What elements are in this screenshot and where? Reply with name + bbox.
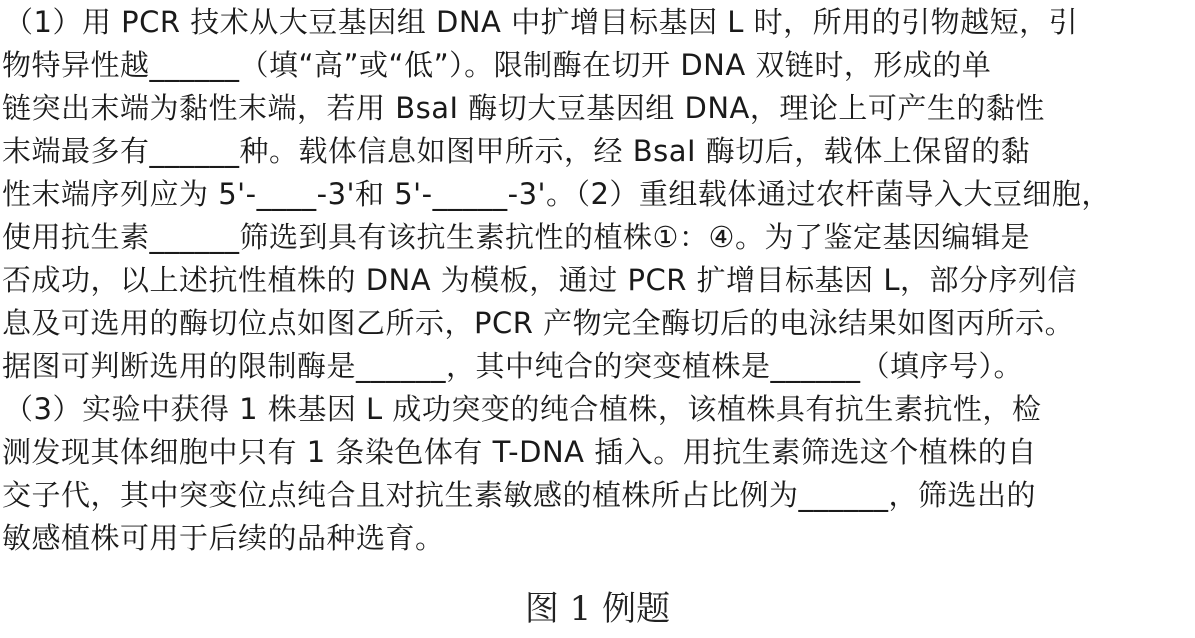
question-line-5: 性末端序列应为 5'-____-3'和 5'-_____-3'。（2）重组载体通过农杆菌导入大豆细胞， (2, 177, 1111, 211)
question-line-9: 据图可判断选用的限制酶是______，其中纯合的突变植株是______（填序号）。 (2, 349, 1024, 383)
question-line-1: （1）用 PCR 技术从大豆基因组 DNA 中扩增目标基因 L 时，所用的引物越短，引 (4, 5, 1079, 39)
question-line-13: 敏感植株可用于后续的品种选育。 (2, 521, 445, 555)
question-line-12: 交子代，其中突变位点纯合且对抗生素敏感的植株所占比例为______，筛选出的 (2, 478, 1037, 512)
figure-caption: 图 1 例题 (524, 589, 671, 629)
question-line-11: 测发现其体细胞中只有 1 条染色体有 T-DNA 插入。用抗生素筛选这个植株的自 (2, 435, 1037, 469)
question-line-3: 链突出末端为黏性末端，若用 BsaI 酶切大豆基因组 DNA，理论上可产生的黏性 (2, 91, 1045, 125)
question-line-8: 息及可选用的酶切位点如图乙所示，PCR 产物完全酶切后的电泳结果如图丙所示。 (2, 306, 1075, 340)
question-line-2: 物特异性越______（填“高”或“低”）。限制酶在切开 DNA 双链时，形成的单 (2, 48, 992, 82)
question-line-10: （3）实验中获得 1 株基因 L 成功突变的纯合植株，该植株具有抗生素抗性，检 (4, 392, 1042, 426)
question-line-7: 否成功，以上述抗性植株的 DNA 为模板，通过 PCR 扩增目标基因 L，部分序列信 (2, 263, 1077, 297)
question-line-4: 末端最多有______种。载体信息如图甲所示，经 BsaI 酶切后，载体上保留的黏 (2, 134, 1031, 168)
question-line-6: 使用抗生素______筛选到具有该抗生素抗性的植株①：④。为了鉴定基因编辑是 (2, 220, 1030, 254)
